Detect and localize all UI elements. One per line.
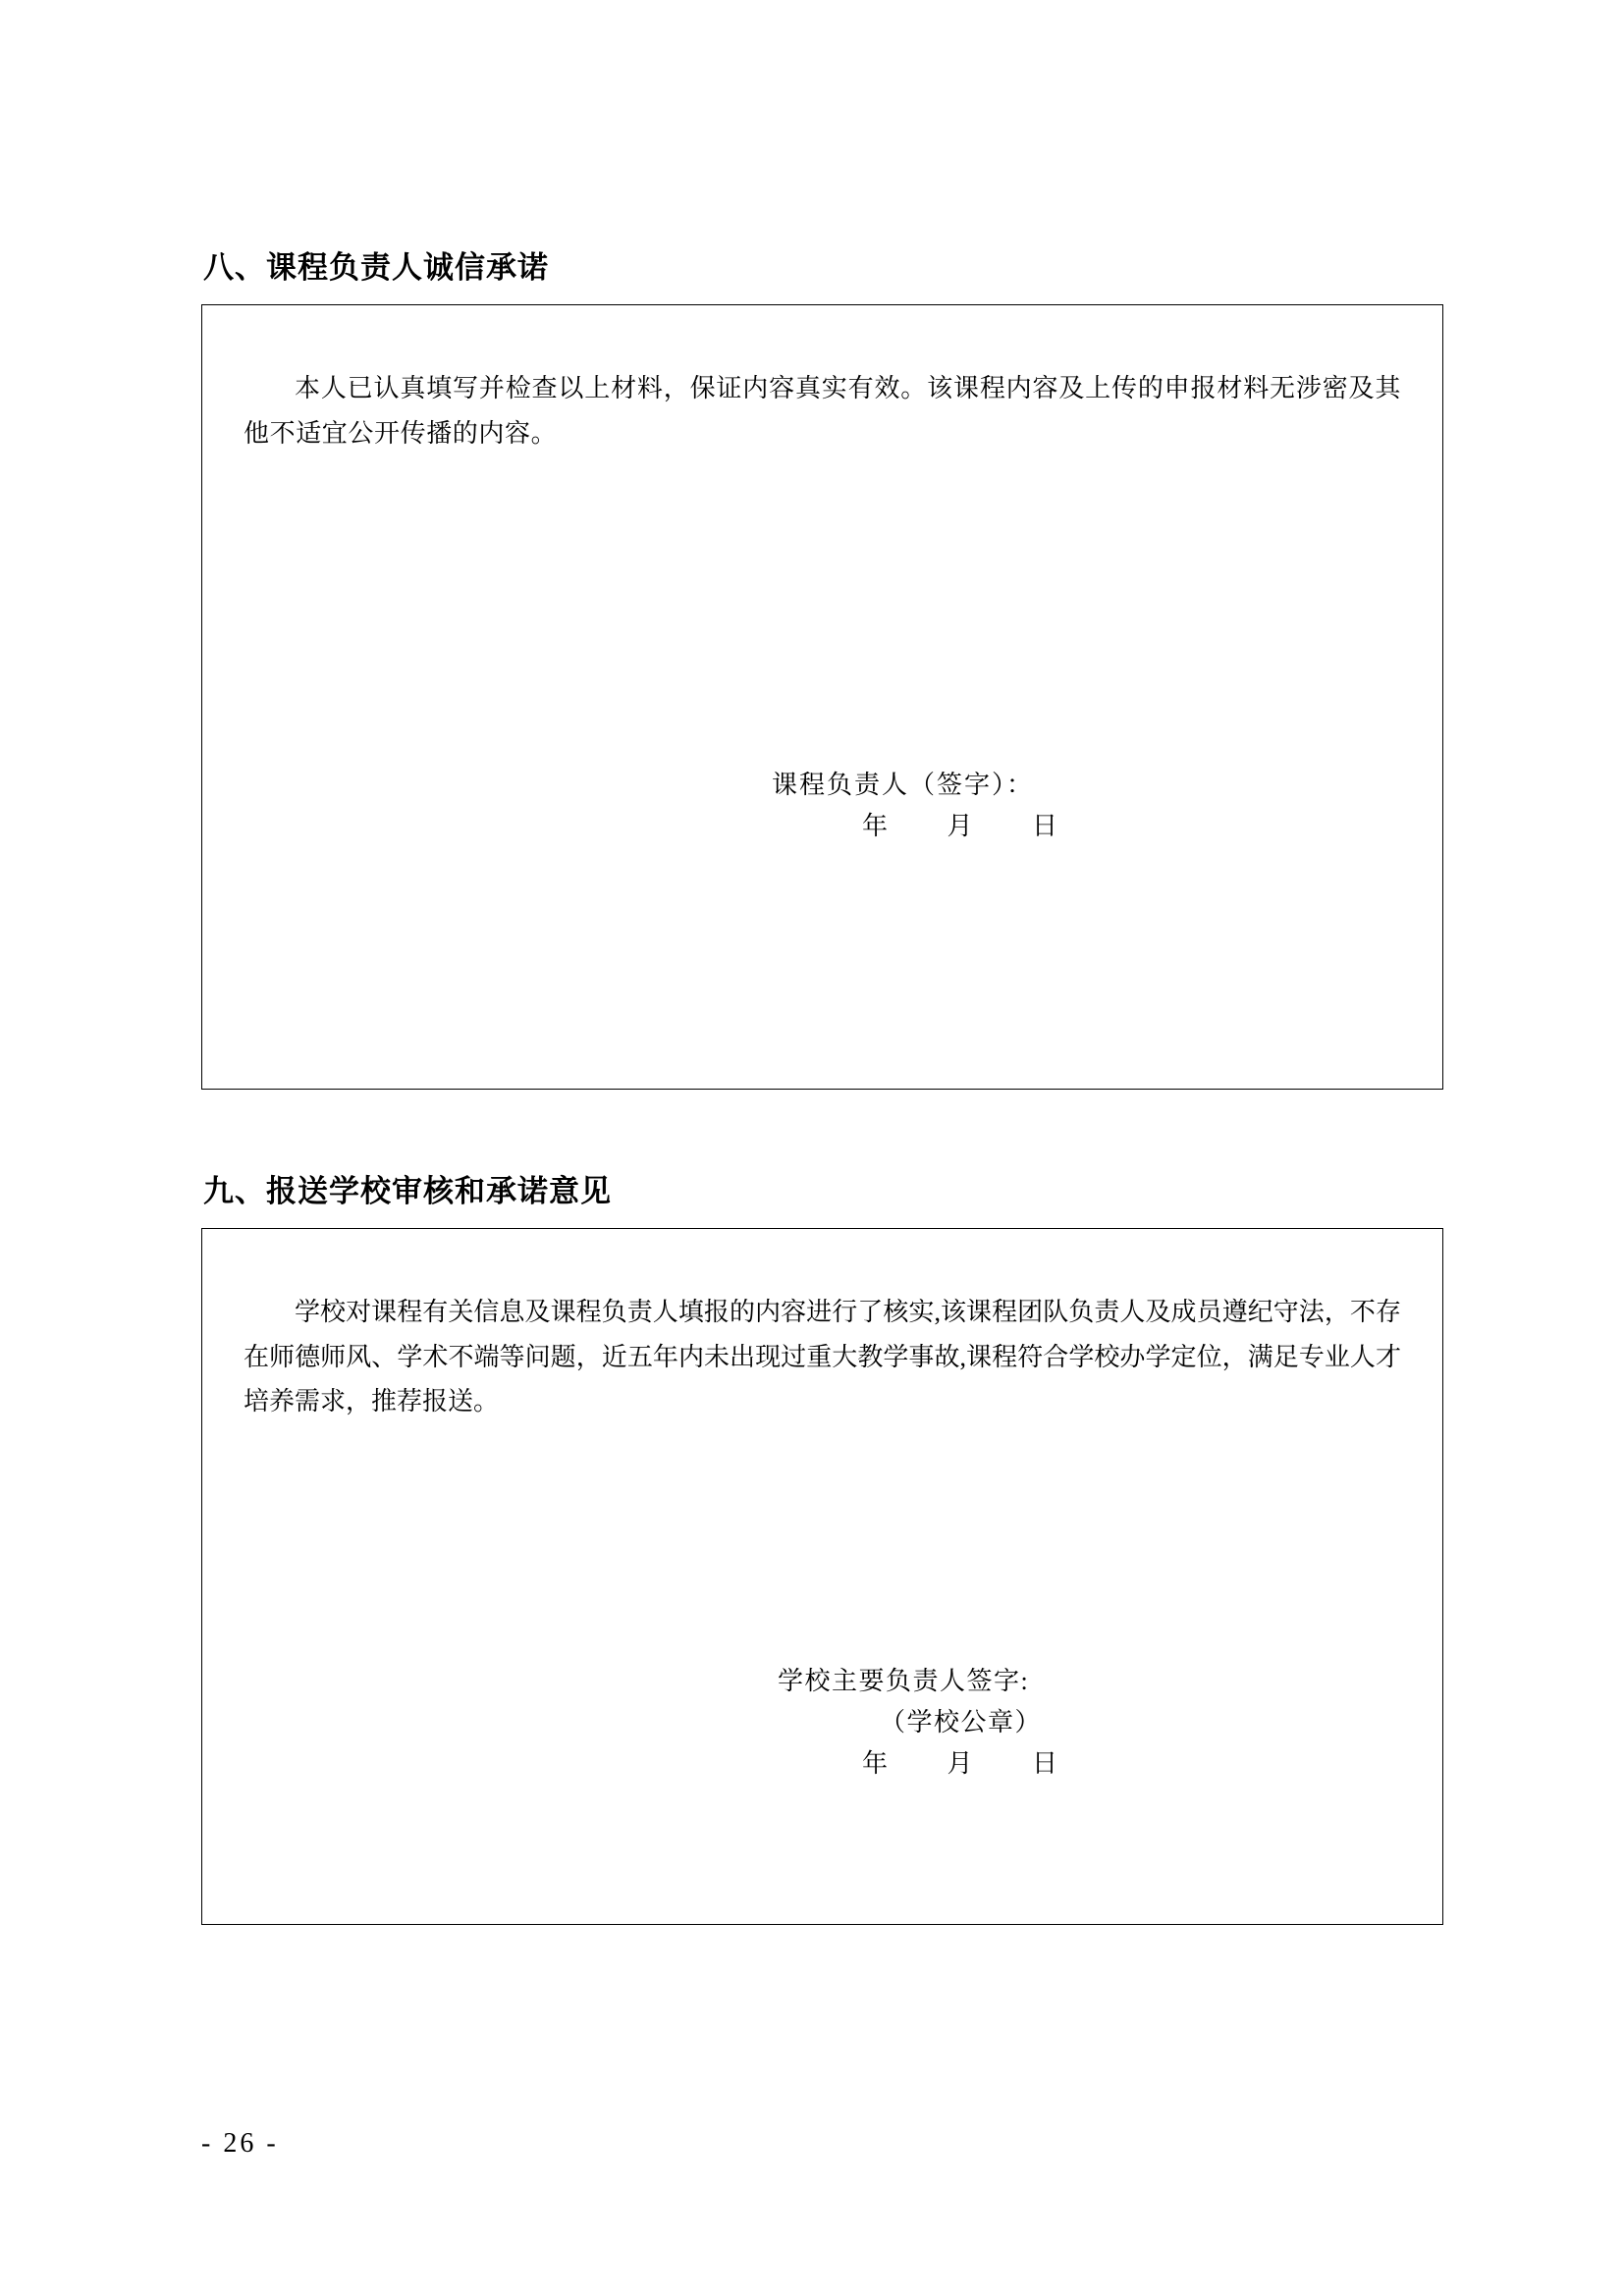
date-line-course-leader <box>862 806 1442 847</box>
commitment-text-course-leader: 本人已认真填写并检查以上材料，保证内容真实有效。该课程内容及上传的申报材料无涉密及其他不适宜公开传播的内容。 <box>244 374 1401 448</box>
signature-label-school-leader: 学校主要负责人签字: <box>778 1667 1030 1696</box>
section-spacer <box>201 1090 1443 1174</box>
signature-label-course-leader: 课程负责人（签字）： <box>772 771 1035 800</box>
section-heading-eight: 八、课程负责人诚信承诺 <box>203 250 549 286</box>
date-month-label: 月 <box>947 1748 974 1778</box>
school-seal-label: （学校公章） <box>880 1707 1043 1736</box>
commitment-text-school-review: 学校对课程有关信息及课程负责人填报的内容进行了核实,该课程团队负责人及成员遵纪守法，不存在师德师风、学术不端等问题，近五年内未出现过重大教学事故,课程符合学校办学定位，满足专业人才培养需求，推荐报送。 <box>244 1298 1401 1416</box>
date-year-label: 年 <box>862 811 890 840</box>
commitment-box-school-review <box>201 1228 1443 1925</box>
section-heading-nine: 九、报送学校审核和承诺意见 <box>203 1174 612 1210</box>
page-content <box>201 250 1443 1925</box>
date-line-school <box>862 1743 1442 1785</box>
date-month-label: 月 <box>947 811 974 840</box>
signature-block-course-leader <box>202 765 1442 846</box>
date-day-label: 日 <box>1032 811 1059 840</box>
date-day-label: 日 <box>1032 1748 1059 1778</box>
page-number: - 26 - <box>201 2128 279 2159</box>
commitment-box-course-leader <box>201 304 1443 1090</box>
date-year-label: 年 <box>862 1748 890 1778</box>
signature-block-school <box>202 1661 1442 1784</box>
